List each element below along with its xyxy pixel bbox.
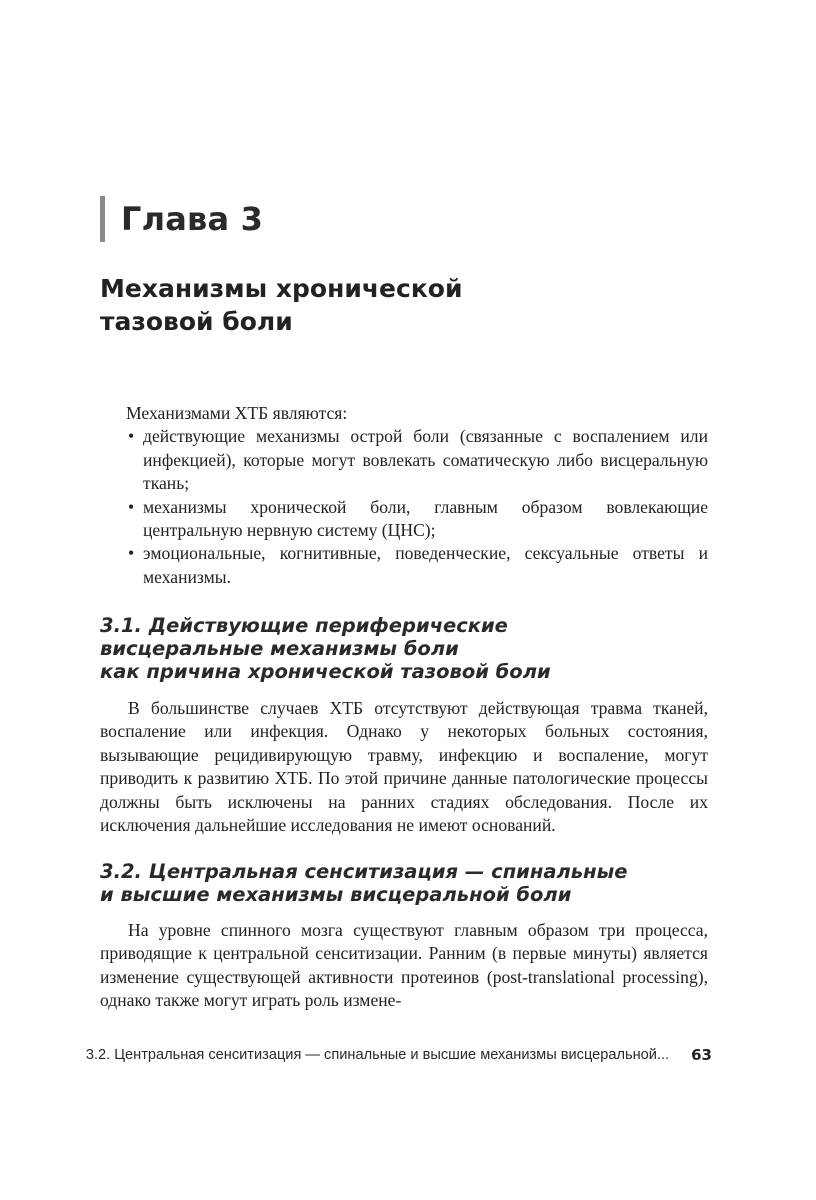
section-3-1-paragraph: В большинстве случаев ХТБ отсутствуют действующая травма тканей, воспаление или инфекция. Однако у некоторых больных состояния, вызывающие рецидивирующую травму, инфекцию и воспаление, могут приводить к развитию ХТБ. По этой причине данные патологические процессы должны быть исключены на ранних стадиях обследования. После их исключения дальнейшие исследования не имеют оснований. (100, 698, 708, 836)
list-item-text: эмоциональные, когнитивные, поведенческие, сексуальные ответы и механизмы. (143, 543, 708, 587)
bullet-icon: • (128, 496, 135, 517)
list-item (126, 542, 708, 589)
chapter-accent-bar (100, 196, 105, 242)
list-item-text: механизмы хронической боли, главным образом вовлекающие центральную нервную систему (ЦНС); (143, 496, 708, 541)
chapter-title-line-2: тазовой боли (100, 307, 293, 336)
section-3-2-paragraph: На уровне спинного мозга существуют главным образом три процесса, приводящие к центральной сенситизации. Ранним (в первые минуты) является изменение существующей активности протеинов (post-translational processing), однако также могут играть роль измене- (100, 920, 708, 1011)
list-item (126, 496, 708, 543)
section-heading-line: как причина хронической тазовой боли (100, 660, 551, 683)
mechanism-list (126, 425, 708, 589)
list-item (126, 425, 708, 495)
chapter-title (100, 272, 620, 338)
intro-lead: Механизмами ХТБ являются: (126, 403, 348, 423)
bullet-icon: • (128, 543, 135, 564)
chapter-label: Глава 3 (121, 200, 264, 238)
section-heading-line: 3.1. Действующие периферические (100, 614, 508, 637)
chapter-header (100, 196, 263, 242)
section-heading-line: и высшие механизмы висцеральной боли (100, 883, 572, 906)
intro-block (126, 402, 708, 589)
running-head: 3.2. Центральная сенситизация — спинальные и высшие механизмы висцеральной... (85, 1047, 670, 1063)
page-number: 63 (691, 1046, 712, 1064)
list-item-text: действующие механизмы острой боли (связанные с воспалением или инфекцией), которые могут вовлекать соматическую либо висцеральную ткань; (143, 426, 708, 494)
section-heading-line: 3.2. Центральная сенситизация — спинальные (100, 860, 628, 883)
section-heading-line: висцеральные механизмы боли (100, 637, 459, 660)
section-heading-3-1 (100, 614, 660, 683)
bullet-icon: • (128, 426, 135, 447)
page-footer (85, 1036, 712, 1074)
chapter-title-line-1: Механизмы хронической (100, 274, 463, 303)
section-heading-3-2 (100, 860, 660, 906)
